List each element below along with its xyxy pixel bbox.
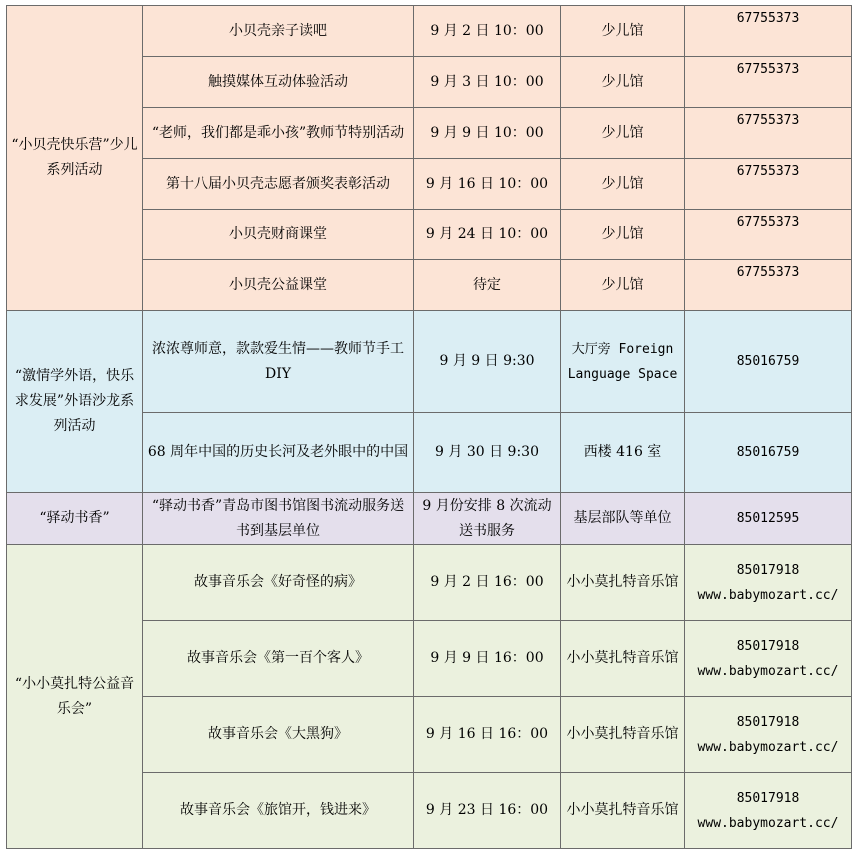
event-time: 9 月 16 日 16：00 [414,697,561,773]
event-place: 少儿馆 [561,57,685,108]
event-phone: 67755373 [685,108,852,159]
event-website: www.babymozart.cc/ [697,815,839,831]
event-time: 9 月 2 日 16：00 [414,545,561,621]
event-place: 大厅旁 Foreign Language Space [561,311,685,413]
event-time: 9 月 30 日 9:30 [414,413,561,493]
event-phone: 67755373 [685,57,852,108]
event-time: 待定 [414,260,561,311]
event-time: 9 月 24 日 10：00 [414,210,561,260]
event-name: 浓浓尊师意，款款爱生情——教师节手工 DIY [143,311,414,413]
event-place: 基层部队等单位 [561,493,685,545]
event-phone: 67755373 [685,6,852,57]
event-phone: 67755373 [685,159,852,210]
event-contact [685,621,852,697]
event-phone: 85017918 [736,714,800,730]
event-place: 少儿馆 [561,6,685,57]
events-table [6,5,852,849]
event-website: www.babymozart.cc/ [697,587,839,603]
event-name: 68 周年中国的历史长河及老外眼中的中国 [143,413,414,493]
event-phone: 85012595 [685,493,852,545]
event-name: 第十八届小贝壳志愿者颁奖表彰活动 [143,159,414,210]
event-contact [685,545,852,621]
event-phone: 85016759 [685,413,852,493]
event-phone: 85017918 [736,638,800,654]
event-website: www.babymozart.cc/ [697,663,839,679]
event-name: 故事音乐会《好奇怪的病》 [143,545,414,621]
event-name: 小贝壳亲子读吧 [143,6,414,57]
table-row [7,493,852,545]
category-cell: “小小莫扎特公益音乐会” [7,545,143,849]
event-phone: 67755373 [685,260,852,311]
event-name: 小贝壳财商课堂 [143,210,414,260]
event-place: 少儿馆 [561,159,685,210]
table-row [7,545,852,621]
event-name: 故事音乐会《旅馆开，钱进来》 [143,773,414,849]
event-place: 少儿馆 [561,210,685,260]
event-name: 触摸媒体互动体验活动 [143,57,414,108]
event-time: 9 月 23 日 16：00 [414,773,561,849]
category-cell: “激情学外语，快乐求发展”外语沙龙系列活动 [7,311,143,493]
event-phone: 85017918 [736,562,800,578]
event-phone: 85016759 [685,311,852,413]
event-place: 小小莫扎特音乐馆 [561,697,685,773]
event-name: 故事音乐会《第一百个客人》 [143,621,414,697]
event-contact [685,697,852,773]
table-row [7,311,852,413]
event-place: 少儿馆 [561,108,685,159]
event-time: 9 月 16 日 10：00 [414,159,561,210]
table-row [7,6,852,57]
event-time: 9 月份安排 8 次流动送书服务 [414,493,561,545]
event-name: “老师，我们都是乖小孩”教师节特别活动 [143,108,414,159]
event-name: 故事音乐会《大黑狗》 [143,697,414,773]
event-website: www.babymozart.cc/ [697,739,839,755]
category-cell: “小贝壳快乐营”少儿系列活动 [7,6,143,311]
event-place: 小小莫扎特音乐馆 [561,773,685,849]
event-time: 9 月 3 日 10：00 [414,57,561,108]
event-time: 9 月 2 日 10：00 [414,6,561,57]
event-time: 9 月 9 日 9:30 [414,311,561,413]
event-place: 西楼 416 室 [561,413,685,493]
event-place: 小小莫扎特音乐馆 [561,621,685,697]
event-place: 少儿馆 [561,260,685,311]
event-phone: 67755373 [685,210,852,260]
event-phone: 85017918 [736,790,800,806]
event-time: 9 月 9 日 10：00 [414,108,561,159]
event-time: 9 月 9 日 16：00 [414,621,561,697]
event-place: 小小莫扎特音乐馆 [561,545,685,621]
event-contact [685,773,852,849]
category-cell: “驿动书香” [7,493,143,545]
event-name: 小贝壳公益课堂 [143,260,414,311]
event-name: “驿动书香”青岛市图书馆图书流动服务送书到基层单位 [143,493,414,545]
